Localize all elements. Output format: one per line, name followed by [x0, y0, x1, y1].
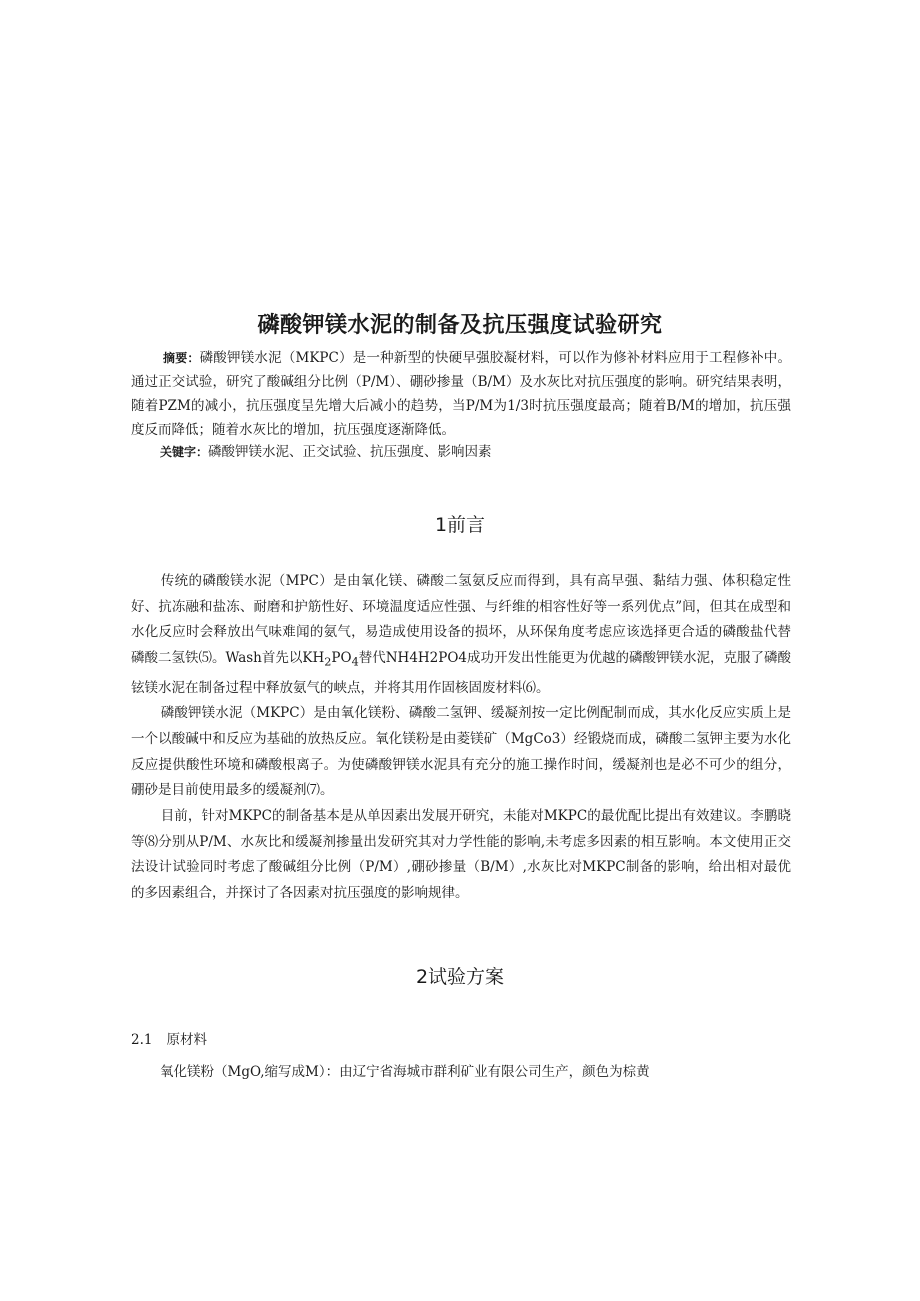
formula-subscript: 2 [324, 655, 332, 669]
subsection-number: 2.1 [131, 1032, 153, 1048]
subsection-title: 原材料 [166, 1032, 207, 1048]
paragraph-text: 替代NH4H2PO4成功开发出性能更为优越的磷酸钾镁水泥，克服了磷酸铉镁水泥在制备过程中释放氨气的峡点，并将其用作固核固废材料⑹。 [131, 650, 792, 696]
abstract [131, 346, 791, 442]
section-1-heading: 1前言 [434, 514, 486, 536]
formula-part: PO [331, 650, 352, 667]
abstract-label: 摘要： [163, 351, 200, 365]
paragraph-text: 传统的磷酸镁水泥（MPC）是由氧化镁、磷酸二氢氨反应而得到，具有高早强、黏结力强、体积稳定性好、抗冻融和盐冻、耐磨和护筋性好、环境温度适应性强、与纤维的相容性好等一系列优点”闾，但其在成型和水化反应时会释放出气味难闻的氨气，易造成使用设备的损坏，从环保角度考虑应该选择更合适的磷酸盐代替磷酸二氢铁⑸。Wash首先以 [131, 573, 791, 667]
keywords-text: 磷酸钾镁水泥、正交试验、抗压强度、影响因素 [208, 444, 492, 460]
materials-paragraph: 氧化镁粉（MgO,缩写成M）：由辽宁省海城市群利矿业有限公司生产，颜色为棕黄 [160, 1064, 650, 1080]
abstract-text: 磷酸钾镁水泥（MKPC）是一种新型的快硬早强胶凝材料，可以作为修补材料应用于工程修补中。通过正交试验，研究了酸碱组分比例（P/M）、硼砂掺量（B/M）及水灰比对抗压强度的影响。研究结果表明，随着PZM的减小，抗压强度呈先增大后减小的趋势，当P/M为1/3时抗压强度最高；随着B/M的增加，抗压强度反而降低；随着水灰比的增加，抗压强度逐渐降低。 [131, 350, 791, 438]
paragraph [131, 569, 791, 701]
section-1-body [131, 569, 791, 907]
keywords [160, 440, 800, 464]
paragraph: 目前，针对MKPC的制备基本是从单因素出发展开研究，未能对MKPC的最优配比提出有效建议。李鹏晓等⑻分别从P/M、水灰比和缓凝剂掺量出发研究其对力学性能的影响,未考虑多因素的相互影响。本文使用正交法设计试验同时考虑了酸碱组分比例（P/M）,硼砂掺量（B/M）,水灰比对MKPC制备的影响，给出相对最优的多因素组合，并探讨了各因素对抗压强度的影响规律。 [131, 808, 791, 902]
formula [302, 650, 359, 669]
formula-subscript: 4 [351, 655, 359, 669]
formula-part: KH [302, 650, 325, 667]
paragraph: 磷酸钾镁水泥（MKPC）是由氧化镁粉、磷酸二氢钾、缓凝剂按一定比例配制而成，其水化反应实质上是一个以酸碱中和反应为基础的放热反应。氧化镁粉是由菱镁矿（MgCo3）经锻烧而成，磷酸二氢钾主要为水化反应提供酸性环境和磷酸根离子。为使磷酸钾镁水泥具有充分的施工操作时间，缓凝剂也是必不可少的组分，硼砂是目前使用最多的缓凝剂⑺。 [131, 705, 791, 799]
section-2-heading: 2试验方案 [415, 966, 505, 988]
subsection-heading [131, 1028, 207, 1048]
paper-title: 磷酸钾镁水泥的制备及抗压强度试验研究 [257, 313, 663, 338]
keywords-label: 关键字： [160, 445, 209, 459]
